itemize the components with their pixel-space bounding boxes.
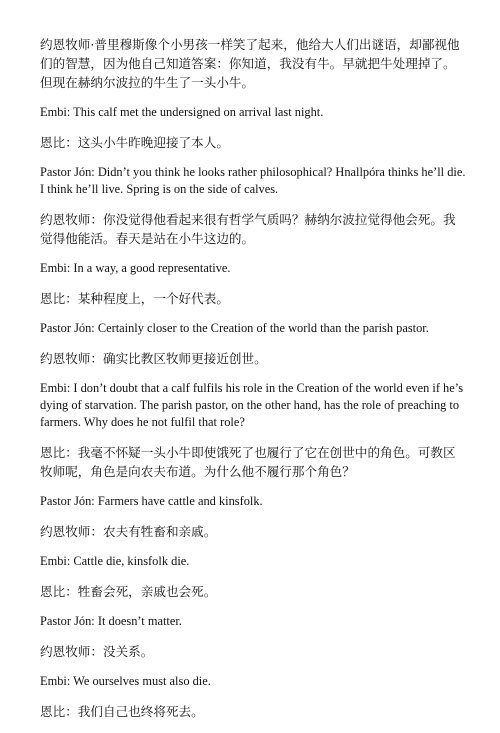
- paragraph-zh: 恩比：我们自己也终将死去。: [40, 704, 204, 719]
- paragraph-zh: 约恩牧师：农夫有牲畜和亲戚。: [40, 524, 217, 539]
- paragraph-zh: 恩比：牲畜会死，亲戚也会死。: [40, 584, 217, 599]
- paragraph-zh: 恩比：我毫不怀疑一头小牛即使饿死了也履行了它在创世中的角色。可教区牧师呢，角色是向农夫布道。为什么他不履行那个角色？: [40, 445, 456, 479]
- paragraph-en: Embi: I don’t doubt that a calf fulfils his role in the Creation of the world even if he’s dying of starvation. The parish pastor, on the other hand, has the role of preaching to farmers. Why does he not fulfil that role?: [40, 381, 464, 429]
- paragraph-en: Embi: Cattle die, kinsfolk die.: [40, 554, 190, 568]
- paragraph-en: Pastor Jón: It doesn’t matter.: [40, 614, 182, 628]
- paragraph-zh: 约恩牧师：没关系。: [40, 644, 154, 659]
- paragraph-zh: 恩比：某种程度上，一个好代表。: [40, 291, 229, 306]
- paragraph-en: Pastor Jón: Certainly closer to the Creation of the world than the parish pastor.: [40, 321, 429, 335]
- paragraph-en: Embi: This calf met the undersigned on arrival last night.: [40, 105, 324, 119]
- paragraph-en: Pastor Jón: Farmers have cattle and kinsfolk.: [40, 494, 263, 508]
- paragraph-zh: 约恩牧师：确实比教区牧师更接近创世。: [40, 351, 267, 366]
- paragraph-en: Embi: In a way, a good representative.: [40, 261, 231, 275]
- paragraph-en: Pastor Jón: Didn’t you think he looks rather philosophical? Hnallpóra thinks he’ll die. I think he’ll live. Spring is on the side of calves.: [40, 165, 466, 196]
- paragraph-zh: 约恩牧师：你没觉得他看起来很有哲学气质吗？赫纳尔波拉觉得他会死。我觉得他能活。春天是站在小牛这边的。: [40, 212, 456, 246]
- document-page: [40, 35, 466, 733]
- paragraph-zh: 恩比：这头小牛昨晚迎接了本人。: [40, 135, 229, 150]
- paragraph-en: Embi: We ourselves must also die.: [40, 674, 211, 688]
- paragraph-zh: 约恩牧师·普里穆斯像个小男孩一样笑了起来，他给大人们出谜语，却鄙视他们的智慧，因为他自己知道答案：你知道，我没有牛。早就把牛处理掉了。但现在赫纳尔波拉的牛生了一头小牛。: [40, 37, 460, 90]
